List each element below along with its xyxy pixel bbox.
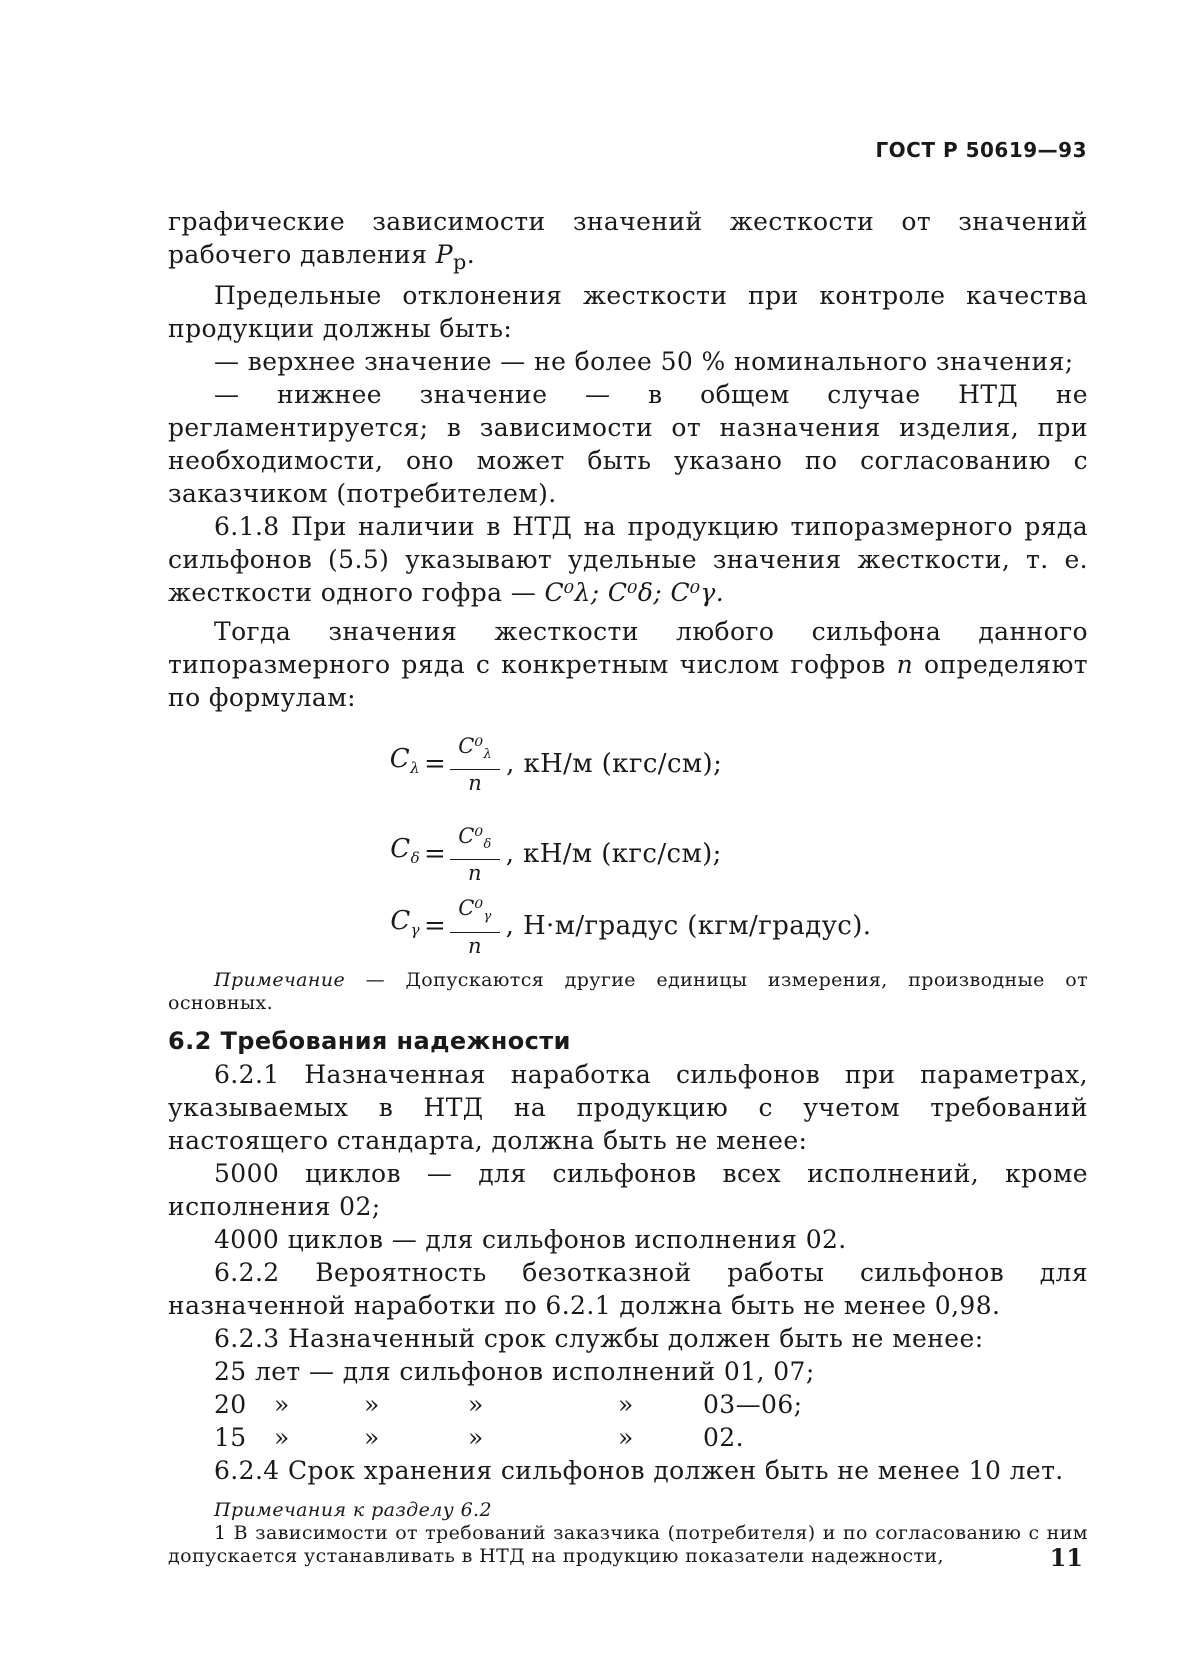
document-id: ГОСТ Р 50619—93 [875,138,1087,162]
clause-6-1-8: 6.1.8 При наличии в НТД на продукцию типоразмерного ряда сильфонов (5.5) указывают удельные значения жесткости, т. е. жесткости одного гофра — C⁰λ; C⁰δ; C⁰γ. [168,512,1088,607]
note-item: 1 В зависимости от требований заказчика (потребителя) и по согласованию с ним допускается устанавливать в НТД на продукцию показатели надежности, [168,1521,1088,1567]
note: Примечание — Допускаются другие единицы измерения, производные от основных. [168,968,1088,1014]
paragraph: графические зависимости значений жесткости от значений рабочего давления $P_р$. [168,207,1088,274]
specific-stiffness-symbols: C⁰λ; C⁰δ; C⁰γ. [544,578,725,607]
paragraph: Предельные отклонения жесткости при контроле качества продукции должны быть: [168,281,1088,343]
section-heading: 6.2 Требования надежности [168,1026,571,1055]
service-life-row: 15 » » » » 02. [214,1422,744,1452]
variable-p: P [435,240,453,269]
list-item: 4000 циклов — для сильфонов исполнения 02. [214,1224,847,1254]
notes-heading: Примечания к разделу 6.2 [214,1498,492,1521]
paragraph: — верхнее значение — не более 50 % номинального значения; [214,347,1074,376]
clause-6-2-3: 6.2.3 Назначенный срок службы должен быть не менее: [214,1323,984,1353]
formula-c-gamma: $C_\gamma$ = $\frac{C^0_\gamma}{n}$ , Н·м/градус (кгм/градус). [390,896,872,958]
paragraph: — нижнее значение — в общем случае НТД не регламентируется; в зависимости от назначения изделия, при необходимости, оно может быть указано по согласованию с заказчиком (потребителем). [168,380,1088,508]
clause-6-2-2: 6.2.2 Вероятность безотказной работы сильфонов для назначенной наработки по 6.2.1 должна быть не менее 0,98. [168,1257,1088,1320]
paragraph: Тогда значения жесткости любого сильфона данного типоразмерного ряда с конкретным числом гофров n определяют по формулам: [168,617,1089,712]
clause-6-2-1: 6.2.1 Назначенная наработка сильфонов при параметрах, указываемых в НТД на продукцию с учетом требований настоящего стандарта, должна быть не менее: [168,1059,1088,1155]
document-body [168,205,1088,1568]
list-item: 25 лет — для сильфонов исполнений 01, 07; [214,1356,815,1386]
list-item: 5000 циклов — для сильфонов всех исполнений, кроме исполнения 02; [168,1158,1088,1221]
service-life-row: 20 » » » » 03—06; [214,1389,803,1419]
page-number: 11 [1049,1543,1083,1572]
clause-6-2-4: 6.2.4 Срок хранения сильфонов должен быть не менее 10 лет. [214,1455,1064,1485]
formula-c-delta: $C_\delta$ = $\frac{C^0_\delta}{n}$ , кН/м (кгс/см); [390,824,722,886]
formula-c-lambda: $C_\lambda$ = $\frac{C^0_\lambda}{n}$ , кН/м (кгс/см); [389,734,723,796]
